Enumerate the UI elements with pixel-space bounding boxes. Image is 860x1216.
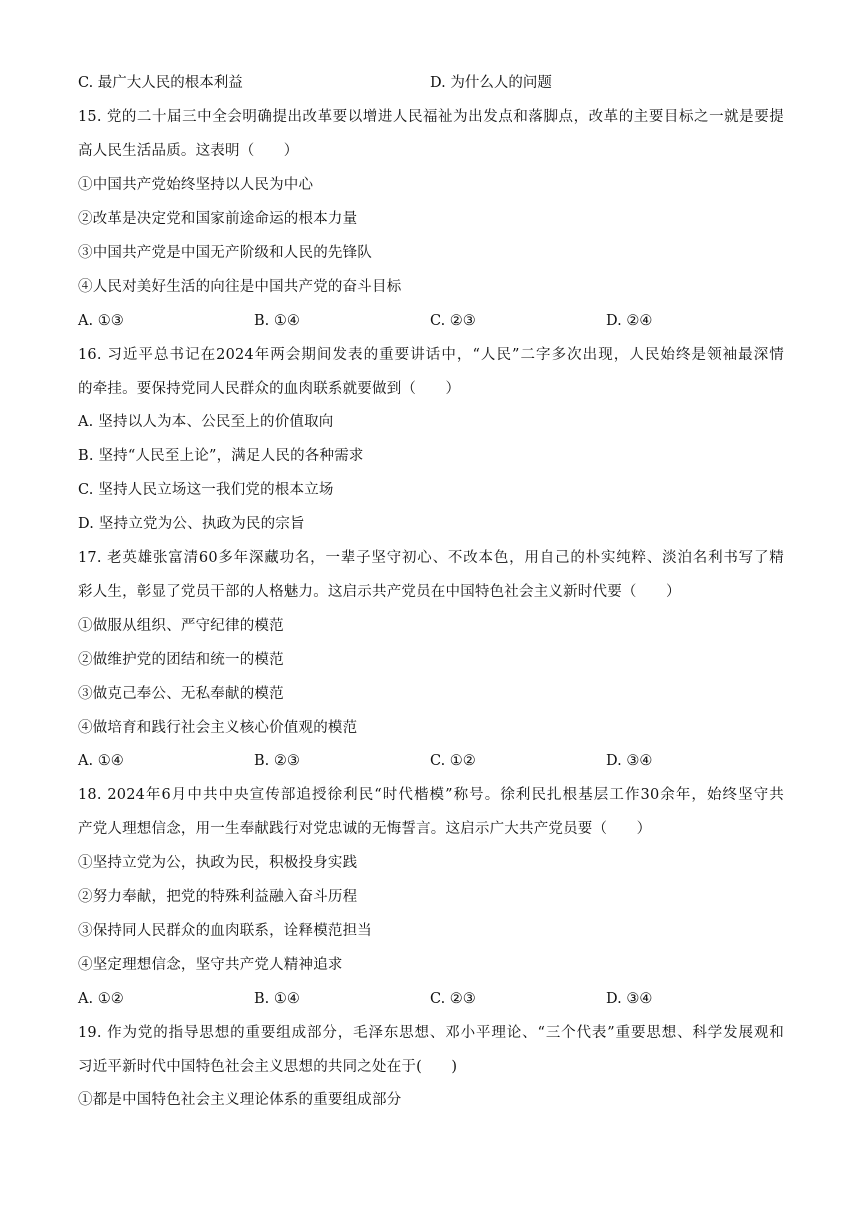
- question-15-choice-c: C. ②③: [430, 313, 476, 329]
- question-17-choice-c: C. ①②: [430, 753, 476, 769]
- question-17-statement-2: ②做维护党的团结和统一的模范: [78, 652, 284, 668]
- question-16-stem-line-2: 的牵挂。要保持党同人民群众的血肉联系就要做到（ ）: [78, 381, 461, 397]
- question-18-stem-line-1: 18. 2024年6月中共中央宣传部追授徐利民“时代楷模”称号。徐利民扎根基层工作30余年，始终坚守共: [78, 787, 784, 803]
- option-c: C. 最广大人民的根本利益: [78, 75, 243, 91]
- question-17-choice-b: B. ②③: [254, 753, 300, 769]
- question-15-stem-line-2: 高人民生活品质。这表明（ ）: [78, 143, 299, 159]
- question-18-statement-1: ①坚持立党为公，执政为民，积极投身实践: [78, 855, 358, 871]
- question-15-statement-2: ②改革是决定党和国家前途命运的根本力量: [78, 211, 358, 227]
- question-17-stem-line-2: 彩人生，彰显了党员干部的人格魅力。这启示共产党员在中国特色社会主义新时代要（ ）: [78, 584, 681, 600]
- question-17-statement-1: ①做服从组织、严守纪律的模范: [78, 618, 284, 634]
- question-16-option-b: B. 坚持“人民至上论”，满足人民的各种需求: [78, 448, 364, 464]
- question-18-stem-line-2: 产党人理想信念，用一生奉献践行对党忠诚的无悔誓言。这启示广大共产党员要（ ）: [78, 821, 652, 837]
- question-17-choice-d: D. ③④: [606, 753, 653, 769]
- question-18-choice-b: B. ①④: [254, 991, 300, 1007]
- question-15-statement-3: ③中国共产党是中国无产阶级和人民的先锋队: [78, 245, 372, 261]
- question-16-option-c: C. 坚持人民立场这一我们党的根本立场: [78, 482, 334, 498]
- question-18-choice-d: D. ③④: [606, 991, 653, 1007]
- question-16-option-a: A. 坚持以人为本、公民至上的价值取向: [78, 414, 334, 430]
- question-15-statement-4: ④人民对美好生活的向往是中国共产党的奋斗目标: [78, 279, 402, 295]
- question-18-statement-3: ③保持同人民群众的血肉联系，诠释模范担当: [78, 923, 372, 939]
- question-15-choice-a: A. ①③: [78, 313, 124, 329]
- question-18-choice-a: A. ①②: [78, 991, 124, 1007]
- question-19-statement-1: ①都是中国特色社会主义理论体系的重要组成部分: [78, 1092, 402, 1108]
- question-17-stem-line-1: 17. 老英雄张富清60多年深藏功名，一辈子坚守初心、不改本色，用自己的朴实纯粹、淡泊名利书写了精: [78, 550, 784, 566]
- question-18-statement-2: ②努力奉献，把党的特殊利益融入奋斗历程: [78, 889, 358, 905]
- question-15-stem-line-1: 15. 党的二十届三中全会明确提出改革要以增进人民福祉为出发点和落脚点，改革的主要目标之一就是要提: [78, 109, 784, 125]
- question-18-statement-4: ④坚定理想信念，坚守共产党人精神追求: [78, 957, 343, 973]
- question-19-stem-line-1: 19. 作为党的指导思想的重要组成部分，毛泽东思想、邓小平理论、“三个代表”重要思想、科学发展观和: [78, 1025, 784, 1041]
- question-16-stem-line-1: 16. 习近平总书记在2024年两会期间发表的重要讲话中，“人民”二字多次出现，人民始终是领袖最深情: [78, 347, 784, 363]
- question-15-choice-d: D. ②④: [606, 313, 653, 329]
- question-16-option-d: D. 坚持立党为公、执政为民的宗旨: [78, 516, 305, 532]
- question-17-choice-a: A. ①④: [78, 753, 124, 769]
- question-17-statement-3: ③做克己奉公、无私奉献的模范: [78, 686, 284, 702]
- question-15-choice-b: B. ①④: [254, 313, 300, 329]
- question-15-statement-1: ①中国共产党始终坚持以人民为中心: [78, 177, 314, 193]
- question-18-choice-c: C. ②③: [430, 991, 476, 1007]
- question-17-statement-4: ④做培育和践行社会主义核心价值观的模范: [78, 720, 358, 736]
- question-19-stem-line-2: 习近平新时代中国特色社会主义思想的共同之处在于( ): [78, 1059, 458, 1075]
- option-d: D. 为什么人的问题: [430, 75, 552, 91]
